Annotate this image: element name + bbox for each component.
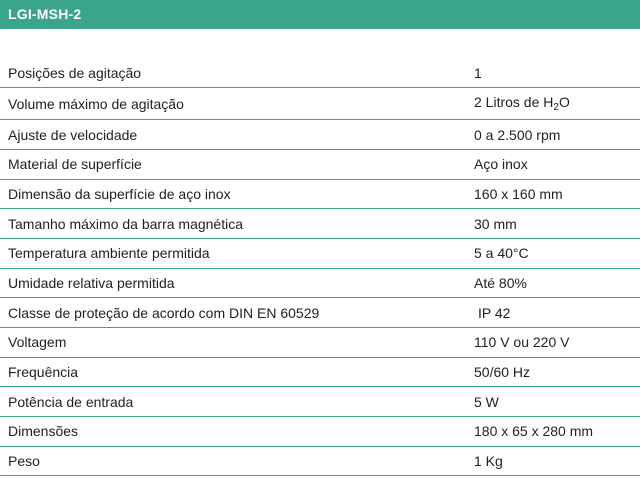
table-row bbox=[0, 238, 640, 268]
spec-value-subscript: 2 bbox=[553, 102, 559, 114]
header-bar bbox=[0, 0, 640, 29]
table-row bbox=[0, 298, 640, 328]
spec-value: 1 bbox=[466, 58, 640, 88]
spec-label: Voltagem bbox=[0, 328, 466, 358]
spec-value: 180 x 65 x 280 mm bbox=[466, 417, 640, 447]
spec-label: Umidade relativa permitida bbox=[0, 268, 466, 298]
spec-value bbox=[466, 88, 640, 120]
table-row bbox=[0, 179, 640, 209]
spec-label: Volume máximo de agitação bbox=[0, 88, 466, 120]
spec-value: IP 42 bbox=[466, 298, 640, 328]
spec-label: Potência de entrada bbox=[0, 387, 466, 417]
spec-value: Até 80% bbox=[466, 268, 640, 298]
spec-value: 5 a 40°C bbox=[466, 238, 640, 268]
spec-label: Posições de agitação bbox=[0, 58, 466, 88]
table-row bbox=[0, 268, 640, 298]
spec-label: Ajuste de velocidade bbox=[0, 120, 466, 150]
spec-label: Dimensão da superfície de aço inox bbox=[0, 179, 466, 209]
table-row bbox=[0, 120, 640, 150]
spec-value-text: O bbox=[558, 94, 570, 111]
spec-table bbox=[0, 58, 640, 476]
table-row bbox=[0, 446, 640, 476]
spec-label: Tamanho máximo da barra magnética bbox=[0, 209, 466, 239]
spec-value-text: 2 Litros de H bbox=[474, 94, 554, 111]
spec-label: Peso bbox=[0, 446, 466, 476]
spec-value: 160 x 160 mm bbox=[466, 179, 640, 209]
table-row bbox=[0, 417, 640, 447]
spec-label: Temperatura ambiente permitida bbox=[0, 238, 466, 268]
table-row bbox=[0, 58, 640, 88]
table-row bbox=[0, 149, 640, 179]
spec-value: 110 V ou 220 V bbox=[466, 328, 640, 358]
spec-label: Frequência bbox=[0, 357, 466, 387]
table-row bbox=[0, 357, 640, 387]
spec-label: Material de superfície bbox=[0, 149, 466, 179]
spec-value: Aço inox bbox=[466, 149, 640, 179]
table-row bbox=[0, 88, 640, 120]
product-title: LGI-MSH-2 bbox=[8, 6, 82, 22]
table-row bbox=[0, 387, 640, 417]
table-row bbox=[0, 328, 640, 358]
spec-value: 5 W bbox=[466, 387, 640, 417]
spec-label: Classe de proteção de acordo com DIN EN 60529 bbox=[0, 298, 466, 328]
spec-value: 0 a 2.500 rpm bbox=[466, 120, 640, 150]
spec-label: Dimensões bbox=[0, 417, 466, 447]
spec-value: 50/60 Hz bbox=[466, 357, 640, 387]
spec-value: 30 mm bbox=[466, 209, 640, 239]
spec-value: 1 Kg bbox=[466, 446, 640, 476]
table-row bbox=[0, 209, 640, 239]
